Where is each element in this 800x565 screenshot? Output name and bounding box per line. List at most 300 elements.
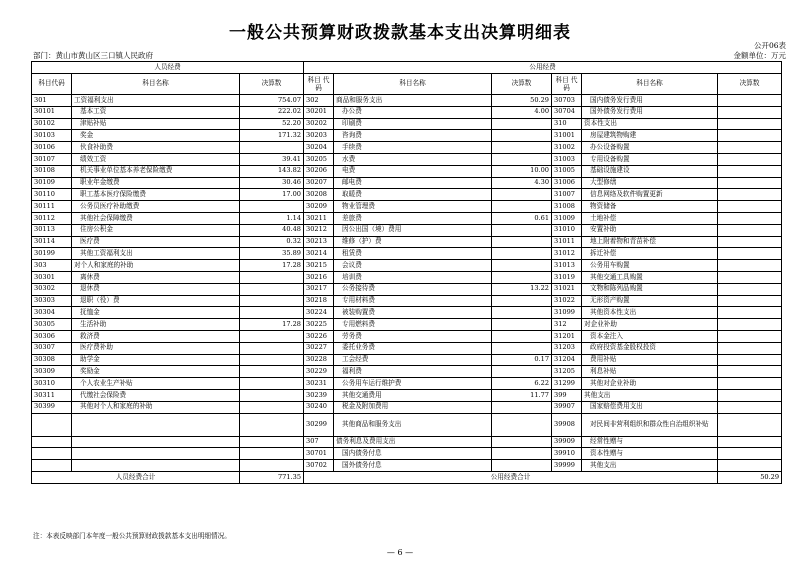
cell-name: 其他工资福利支出 (72, 248, 240, 260)
cell-code: 312 (552, 319, 582, 331)
cell-code: 30399 (32, 401, 72, 413)
table-row (32, 389, 782, 401)
cell-code: 30304 (32, 307, 72, 319)
cell-amount (718, 354, 782, 366)
cell-amount (240, 354, 304, 366)
cell-amount (240, 378, 304, 390)
cell-amount: 222.02 (240, 106, 304, 118)
col-amount-b: 决算数 (492, 74, 552, 95)
cell-name: 职业年金缴费 (72, 177, 240, 189)
personnel-total-label: 人员经费合计 (32, 471, 240, 483)
cell-amount (718, 177, 782, 189)
cell-name: 劳务费 (334, 330, 492, 342)
cell-code: 30228 (304, 354, 334, 366)
cell-code: 30310 (32, 378, 72, 390)
cell-name: 对企业补助 (582, 319, 718, 331)
cell-amount (240, 142, 304, 154)
cell-name: 救济费 (72, 330, 240, 342)
cell-name: 资本性赠与 (582, 448, 718, 460)
cell-name: 水费 (334, 153, 492, 165)
cell-name: 专用材料费 (334, 295, 492, 307)
cell-code: 31203 (552, 342, 582, 354)
cell-amount (718, 260, 782, 272)
cell-code: 30207 (304, 177, 334, 189)
cell-code: 30112 (32, 212, 72, 224)
cell-code: 30110 (32, 189, 72, 201)
table-row (32, 378, 782, 390)
cell-code: 30308 (32, 354, 72, 366)
cell-name: 津贴补贴 (72, 118, 240, 130)
personnel-header: 人员经费 (32, 62, 304, 74)
cell-code: 31006 (552, 177, 582, 189)
cell-name: 印刷费 (334, 118, 492, 130)
cell-amount (718, 153, 782, 165)
cell-amount (240, 436, 304, 448)
cell-name: 地上附着物和青苗补偿 (582, 236, 718, 248)
cell-name: 国外债务付息 (334, 460, 492, 472)
col-code-a: 科目代码 (32, 74, 72, 95)
table-row (32, 330, 782, 342)
cell-name: 办公费 (334, 106, 492, 118)
cell-code: 31204 (552, 354, 582, 366)
page-number: — 6 — (386, 548, 414, 557)
cell-amount (492, 236, 552, 248)
cell-name: 租赁费 (334, 248, 492, 260)
cell-name: 债务利息及费用支出 (334, 436, 492, 448)
cell-name (72, 448, 240, 460)
cell-amount (718, 271, 782, 283)
cell-amount (718, 460, 782, 472)
cell-amount (240, 448, 304, 460)
cell-amount (492, 189, 552, 201)
cell-name: 拆迁补偿 (582, 248, 718, 260)
cell-name: 土地补偿 (582, 212, 718, 224)
cell-amount (718, 319, 782, 331)
cell-name: 奖金 (72, 130, 240, 142)
cell-code: 31013 (552, 260, 582, 272)
cell-name: 奖励金 (72, 366, 240, 378)
cell-name: 其他支出 (582, 389, 718, 401)
cell-code: 30701 (304, 448, 334, 460)
table-row (32, 118, 782, 130)
cell-code: 30114 (32, 236, 72, 248)
cell-code: 30216 (304, 271, 334, 283)
table-row (32, 106, 782, 118)
cell-amount: 0.61 (492, 212, 552, 224)
cell-code: 30102 (32, 118, 72, 130)
cell-name: 公务接待费 (334, 283, 492, 295)
cell-amount: 6.22 (492, 378, 552, 390)
cell-code: 39999 (552, 460, 582, 472)
cell-amount (492, 248, 552, 260)
cell-name: 伙食补助费 (72, 142, 240, 154)
cell-name: 其他对企业补助 (582, 378, 718, 390)
cell-amount (240, 342, 304, 354)
cell-code: 30307 (32, 342, 72, 354)
cell-code: 31099 (552, 307, 582, 319)
cell-amount: 0.17 (492, 354, 552, 366)
cell-code: 39908 (552, 413, 582, 436)
cell-code: 30702 (304, 460, 334, 472)
cell-name: 国家赔偿费用支出 (582, 401, 718, 413)
cell-code: 30206 (304, 165, 334, 177)
cell-code: 39910 (552, 448, 582, 460)
cell-code: 31201 (552, 330, 582, 342)
table-row (32, 248, 782, 260)
public-total-value: 50.29 (718, 471, 782, 483)
table-row (32, 401, 782, 413)
cell-code: 30302 (32, 283, 72, 295)
col-amount-a: 决算数 (240, 74, 304, 95)
cell-amount: 10.00 (492, 165, 552, 177)
cell-amount (718, 130, 782, 142)
cell-code: 30301 (32, 271, 72, 283)
personnel-total-value: 771.35 (240, 471, 304, 483)
footnote: 注：本表反映部门本年度一般公共预算财政拨款基本支出明细情况。 (33, 532, 231, 540)
cell-name: 国外债务发行费用 (582, 106, 718, 118)
cell-amount: 17.00 (240, 189, 304, 201)
cell-name: 其他对个人和家庭的补助 (72, 401, 240, 413)
col-code-b: 科目 代码 (304, 74, 334, 95)
cell-amount: 0.32 (240, 236, 304, 248)
cell-amount (718, 118, 782, 130)
table-row (32, 436, 782, 448)
cell-code: 30224 (304, 307, 334, 319)
cell-amount (492, 366, 552, 378)
unit-label: 金额单位：万元 (733, 51, 786, 60)
cell-amount (718, 413, 782, 436)
cell-code: 30311 (32, 389, 72, 401)
cell-code: 30103 (32, 130, 72, 142)
cell-code: 31011 (552, 236, 582, 248)
cell-amount (240, 460, 304, 472)
cell-amount (718, 295, 782, 307)
cell-name: 大型修缮 (582, 177, 718, 189)
cell-code: 30239 (304, 389, 334, 401)
table-row (32, 354, 782, 366)
cell-code: 30202 (304, 118, 334, 130)
cell-code: 30101 (32, 106, 72, 118)
cell-name: 经常性赠与 (582, 436, 718, 448)
table-row (32, 413, 782, 436)
cell-name: 会议费 (334, 260, 492, 272)
department-label: 部门：黄山市黄山区三口镇人民政府 (33, 51, 153, 60)
cell-name: 公务员医疗补助缴费 (72, 201, 240, 213)
table-row (32, 260, 782, 272)
cell-name: 被装购置费 (334, 307, 492, 319)
cell-code: 30217 (304, 283, 334, 295)
cell-code: 302 (304, 95, 334, 107)
cell-code: 30215 (304, 260, 334, 272)
cell-name: 专用燃料费 (334, 319, 492, 331)
cell-code: 30227 (304, 342, 334, 354)
cell-name: 其他商品和服务支出 (334, 413, 492, 436)
cell-code: 30240 (304, 401, 334, 413)
table-row (32, 366, 782, 378)
cell-name: 因公出国（境）费用 (334, 224, 492, 236)
cell-name: 资本性支出 (582, 118, 718, 130)
table-row (32, 271, 782, 283)
cell-amount: 40.48 (240, 224, 304, 236)
col-amount-c: 决算数 (718, 74, 782, 95)
page-title: 一般公共预算财政拨款基本支出决算明细表 (229, 23, 571, 43)
cell-code: 31001 (552, 130, 582, 142)
cell-code: 31008 (552, 201, 582, 213)
cell-name: 利息补贴 (582, 366, 718, 378)
cell-name: 退休费 (72, 283, 240, 295)
totals-row (32, 471, 782, 483)
cell-name: 专用设备购置 (582, 153, 718, 165)
cell-code: 30107 (32, 153, 72, 165)
cell-name: 助学金 (72, 354, 240, 366)
cell-amount (240, 307, 304, 319)
col-name-b: 科目名称 (334, 74, 492, 95)
cell-amount (240, 413, 304, 436)
cell-amount (492, 319, 552, 331)
table-row (32, 448, 782, 460)
cell-amount (492, 401, 552, 413)
cell-name: 其他交通工具购置 (582, 271, 718, 283)
cell-amount (492, 118, 552, 130)
cell-name: 生活补助 (72, 319, 240, 331)
cell-name: 商品和服务支出 (334, 95, 492, 107)
cell-name: 住房公积金 (72, 224, 240, 236)
table-row (32, 342, 782, 354)
cell-code: 30305 (32, 319, 72, 331)
cell-code: 30704 (552, 106, 582, 118)
cell-name: 对民间非营利组织和群众性自治组织补贴 (582, 413, 718, 436)
table-row (32, 165, 782, 177)
cell-code: 31019 (552, 271, 582, 283)
cell-name: 差旅费 (334, 212, 492, 224)
col-name-c: 科目名称 (582, 74, 718, 95)
cell-code: 30303 (32, 295, 72, 307)
cell-name: 退职（役）费 (72, 295, 240, 307)
cell-code (32, 413, 72, 436)
cell-amount (492, 460, 552, 472)
cell-amount: 754.07 (240, 95, 304, 107)
cell-amount (718, 95, 782, 107)
cell-name: 基本工资 (72, 106, 240, 118)
table-row (32, 283, 782, 295)
cell-amount (492, 142, 552, 154)
cell-name: 物资储备 (582, 201, 718, 213)
cell-amount: 11.77 (492, 389, 552, 401)
cell-code: 31012 (552, 248, 582, 260)
table-row (32, 460, 782, 472)
cell-code: 399 (552, 389, 582, 401)
cell-name: 维修（护）费 (334, 236, 492, 248)
cell-amount (718, 401, 782, 413)
form-number: 公开06表 (753, 41, 786, 50)
table-row (32, 95, 782, 107)
cell-code: 31007 (552, 189, 582, 201)
cell-amount (240, 401, 304, 413)
cell-name: 国内债务付息 (334, 448, 492, 460)
cell-code: 30309 (32, 366, 72, 378)
cell-name: 办公设备购置 (582, 142, 718, 154)
public-header: 公用经费 (304, 62, 782, 74)
cell-amount: 17.28 (240, 260, 304, 272)
cell-name: 咨询费 (334, 130, 492, 142)
cell-name: 邮电费 (334, 177, 492, 189)
cell-name: 对个人和家庭的补助 (72, 260, 240, 272)
cell-code: 39907 (552, 401, 582, 413)
cell-name: 离休费 (72, 271, 240, 283)
cell-amount (492, 307, 552, 319)
cell-amount: 17.28 (240, 319, 304, 331)
cell-code: 39909 (552, 436, 582, 448)
cell-amount (240, 330, 304, 342)
cell-name: 国内债务发行费用 (582, 95, 718, 107)
table-row (32, 212, 782, 224)
cell-amount (240, 271, 304, 283)
table-row (32, 319, 782, 331)
cell-name: 资本金注入 (582, 330, 718, 342)
cell-code: 30109 (32, 177, 72, 189)
cell-amount: 4.30 (492, 177, 552, 189)
cell-name: 取暖费 (334, 189, 492, 201)
table-row (32, 177, 782, 189)
cell-name: 物业管理费 (334, 201, 492, 213)
cell-amount: 1.14 (240, 212, 304, 224)
cell-name: 政府投资基金股权投资 (582, 342, 718, 354)
expenditure-table (31, 61, 782, 484)
cell-name: 个人农业生产补贴 (72, 378, 240, 390)
cell-name: 房屋建筑物购建 (582, 130, 718, 142)
cell-amount: 143.82 (240, 165, 304, 177)
table-row (32, 295, 782, 307)
cell-amount: 39.41 (240, 153, 304, 165)
cell-code: 30218 (304, 295, 334, 307)
cell-name: 其他资本性支出 (582, 307, 718, 319)
cell-name: 手续费 (334, 142, 492, 154)
col-code-c: 科目 代码 (552, 74, 582, 95)
table-row (32, 142, 782, 154)
cell-name: 其他支出 (582, 460, 718, 472)
cell-amount: 171.32 (240, 130, 304, 142)
cell-amount (492, 201, 552, 213)
cell-code: 30113 (32, 224, 72, 236)
cell-code: 30209 (304, 201, 334, 213)
cell-name: 委托业务费 (334, 342, 492, 354)
cell-name: 医疗费补助 (72, 342, 240, 354)
cell-amount (492, 224, 552, 236)
cell-name: 福利费 (334, 366, 492, 378)
cell-amount (718, 389, 782, 401)
cell-code: 31010 (552, 224, 582, 236)
cell-code: 30229 (304, 366, 334, 378)
cell-amount (240, 201, 304, 213)
cell-name: 文物和陈列品购置 (582, 283, 718, 295)
cell-code: 30208 (304, 189, 334, 201)
cell-code: 31021 (552, 283, 582, 295)
cell-amount (718, 165, 782, 177)
cell-amount (718, 201, 782, 213)
cell-name: 信息网络及软件购置更新 (582, 189, 718, 201)
cell-amount (718, 236, 782, 248)
cell-code: 30703 (552, 95, 582, 107)
cell-amount (492, 153, 552, 165)
cell-code: 30203 (304, 130, 334, 142)
table-row (32, 153, 782, 165)
cell-code: 30212 (304, 224, 334, 236)
cell-amount: 52.20 (240, 118, 304, 130)
cell-amount (718, 366, 782, 378)
cell-amount: 50.29 (492, 95, 552, 107)
cell-code: 30226 (304, 330, 334, 342)
cell-amount (492, 295, 552, 307)
cell-code: 31205 (552, 366, 582, 378)
cell-name: 绩效工资 (72, 153, 240, 165)
cell-code: 303 (32, 260, 72, 272)
cell-code (32, 448, 72, 460)
table-row (32, 130, 782, 142)
cell-amount: 30.46 (240, 177, 304, 189)
cell-name: 其他交通费用 (334, 389, 492, 401)
cell-name: 公务用车购置 (582, 260, 718, 272)
cell-amount (492, 448, 552, 460)
cell-amount (492, 271, 552, 283)
cell-code: 30201 (304, 106, 334, 118)
cell-amount: 35.89 (240, 248, 304, 260)
cell-amount (492, 260, 552, 272)
cell-amount (718, 248, 782, 260)
public-total-label: 公用经费合计 (304, 471, 718, 483)
cell-name: 抚恤金 (72, 307, 240, 319)
cell-name: 基础设施建设 (582, 165, 718, 177)
cell-code: 30299 (304, 413, 334, 436)
cell-code: 30214 (304, 248, 334, 260)
cell-name: 电费 (334, 165, 492, 177)
table-row (32, 201, 782, 213)
cell-name: 其他社会保障缴费 (72, 212, 240, 224)
cell-name: 工会经费 (334, 354, 492, 366)
cell-code: 30225 (304, 319, 334, 331)
cell-code: 31022 (552, 295, 582, 307)
cell-code (32, 460, 72, 472)
cell-name (72, 460, 240, 472)
cell-amount (492, 413, 552, 436)
cell-amount (718, 378, 782, 390)
cell-name: 税金及附加费用 (334, 401, 492, 413)
cell-amount (718, 142, 782, 154)
cell-amount (718, 307, 782, 319)
cell-name: 工资福利支出 (72, 95, 240, 107)
cell-amount (718, 283, 782, 295)
cell-name: 公务用车运行维护费 (334, 378, 492, 390)
cell-amount (492, 436, 552, 448)
cell-code: 30213 (304, 236, 334, 248)
cell-code: 31003 (552, 153, 582, 165)
cell-name (72, 413, 240, 436)
cell-code: 30106 (32, 142, 72, 154)
cell-amount (718, 224, 782, 236)
cell-code: 30205 (304, 153, 334, 165)
cell-name: 机关事业单位基本养老保险缴费 (72, 165, 240, 177)
cell-name: 无形资产购置 (582, 295, 718, 307)
cell-code: 31299 (552, 378, 582, 390)
cell-amount (718, 212, 782, 224)
cell-amount (492, 130, 552, 142)
table-row (32, 236, 782, 248)
cell-name: 培训费 (334, 271, 492, 283)
cell-name: 职工基本医疗保险缴费 (72, 189, 240, 201)
cell-amount (718, 106, 782, 118)
cell-code: 30204 (304, 142, 334, 154)
cell-code: 30306 (32, 330, 72, 342)
cell-amount (492, 342, 552, 354)
